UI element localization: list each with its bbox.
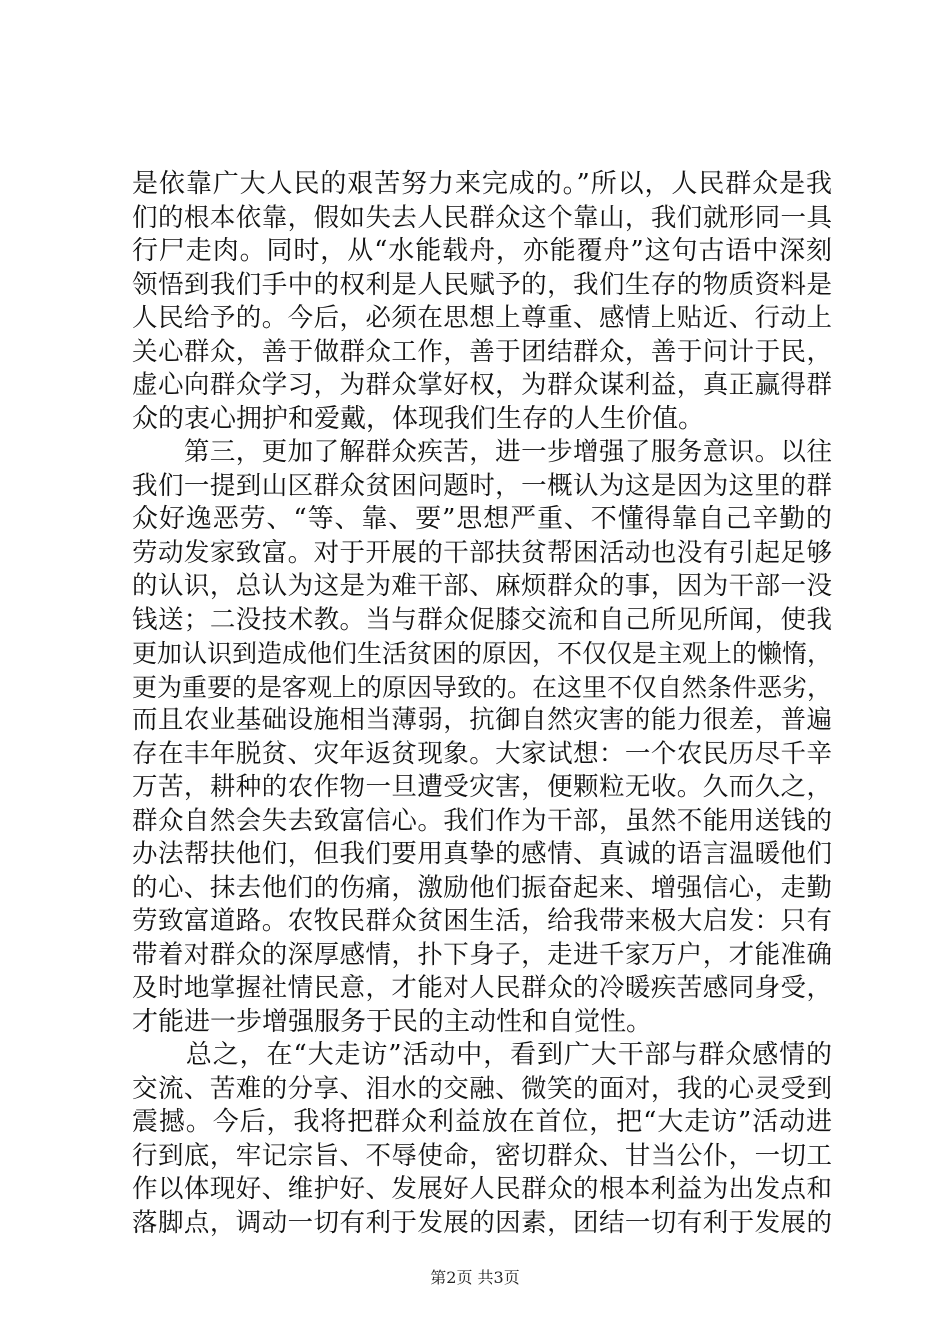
- text-line: 才能进一步增强服务于民的主动性和自觉性。: [132, 1006, 653, 1037]
- text-line: 众的衷心拥护和爱戴，体现我们生存的人生价值。: [132, 403, 705, 434]
- page-number-footer: 第2页 共3页: [430, 1268, 520, 1287]
- text-line: 万苦，耕种的农作物一旦遭受灾害，便颗粒无收。久而久之，: [132, 772, 832, 802]
- text-line: 虚心向群众学习，为群众掌好权，为群众谋利益，真正赢得群: [132, 370, 832, 400]
- text-line: 行尸走肉。同时，从“水能载舟，亦能覆舟”这句古语中深刻: [132, 236, 832, 266]
- text-line: 劳动发家致富。对于开展的干部扶贫帮困活动也没有引起足够: [132, 537, 832, 568]
- text-line: 而且农业基础设施相当薄弱，抗御自然灾害的能力很差，普遍: [132, 705, 832, 735]
- text-line: 的认识，总认为这是为难干部、麻烦群众的事，因为干部一没: [132, 571, 832, 601]
- text-line: 作以体现好、维护好、发展好人民群众的根本利益为出发点和: [132, 1174, 832, 1204]
- text-line: 总之，在“大走访”活动中，看到广大干部与群众感情的: [132, 1040, 832, 1070]
- text-line: 我们一提到山区群众贫困问题时，一概认为这是因为这里的群: [132, 470, 832, 501]
- body-text: [132, 168, 832, 1240]
- text-line: 更加认识到造成他们生活贫困的原因，不仅仅是主观上的懒惰，: [132, 639, 833, 668]
- text-line: 众好逸恶劳、“等、靠、要”思想严重、不懂得靠自己辛勤的: [132, 504, 832, 534]
- text-line: 震撼。今后，我将把群众利益放在首位，把“大走访”活动进: [132, 1107, 832, 1137]
- text-line: 办法帮扶他们，但我们要用真挚的感情、真诚的语言温暖他们: [132, 839, 832, 869]
- text-line: 的心、抹去他们的伤痛，激励他们振奋起来、增强信心，走勤: [132, 872, 832, 903]
- text-line: 落脚点，调动一切有利于发展的因素，团结一切有利于发展的: [132, 1207, 832, 1238]
- text-line: 及时地掌握社情民意，才能对人民群众的冷暖疾苦感同身受，: [132, 973, 832, 1003]
- text-line: 行到底，牢记宗旨、不辱使命，密切群众、甘当公仆，一切工: [132, 1140, 832, 1171]
- text-line: 钱送；二没技术教。当与群众促膝交流和自己所见所闻，使我: [132, 604, 832, 635]
- text-line: 交流、苦难的分享、泪水的交融、微笑的面对，我的心灵受到: [132, 1073, 832, 1104]
- text-line: 第三，更加了解群众疾苦，进一步增强了服务意识。以往: [132, 437, 832, 467]
- text-line: 群众自然会失去致富信心。我们作为干部，虽然不能用送钱的: [132, 805, 832, 836]
- text-line: 存在丰年脱贫、灾年返贫现象。大家试想：一个农民历尽千辛: [132, 738, 832, 769]
- text-line: 劳致富道路。农牧民群众贫困生活，给我带来极大启发：只有: [132, 906, 832, 936]
- text-line: 带着对群众的深厚感情，扑下身子，走进千家万户，才能准确: [132, 939, 832, 970]
- text-line: 人民给予的。今后，必须在思想上尊重、感情上贴近、行动上: [132, 303, 832, 333]
- text-line: 关心群众，善于做群众工作，善于团结群众，善于问计于民，: [132, 336, 832, 367]
- text-line: 领悟到我们手中的权利是人民赋予的，我们生存的物质资料是: [132, 269, 832, 300]
- text-line: 们的根本依靠，假如失去人民群众这个靠山，我们就形同一具: [132, 202, 832, 233]
- text-line: 是依靠广大人民的艰苦努力来完成的。”所以，人民群众是我: [132, 169, 832, 199]
- text-line: 更为重要的是客观上的原因导致的。在这里不仅自然条件恶劣，: [132, 672, 833, 702]
